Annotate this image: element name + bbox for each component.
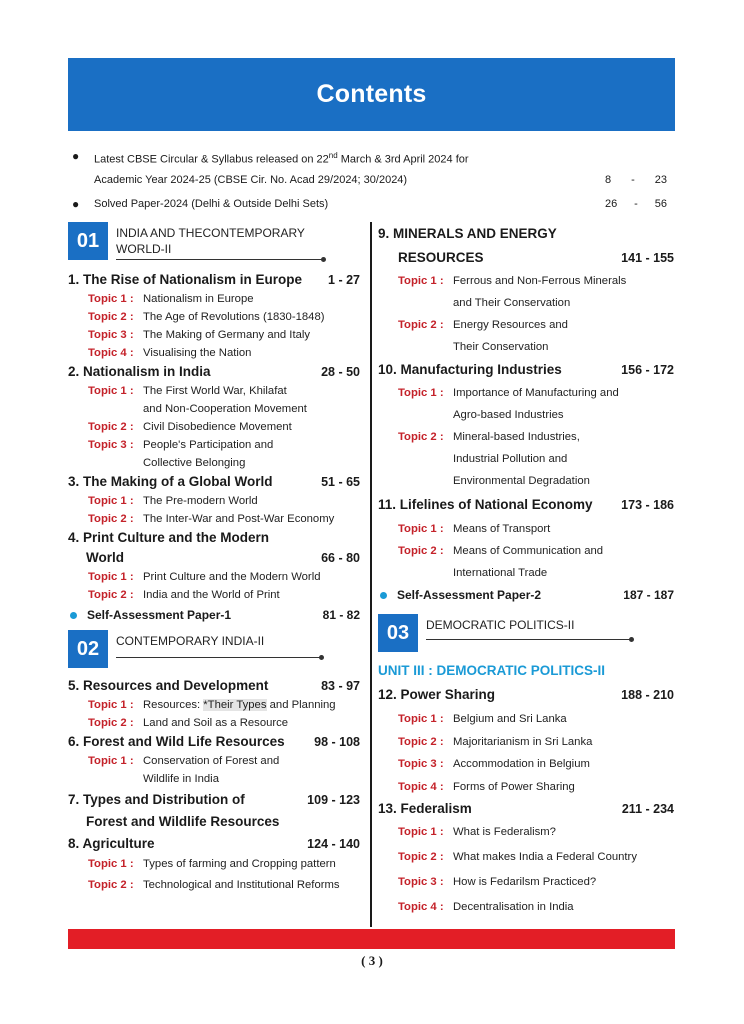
topic-label: Topic 2 : [398, 319, 444, 331]
chapter-pages: 1 - 27 [328, 273, 360, 287]
chapter-title-cont[interactable] [68, 812, 360, 832]
topic-label: Topic 4 : [88, 347, 134, 359]
topic-text [143, 696, 336, 714]
topic-text: Technological and Institutional Reforms [143, 879, 340, 891]
chapter-name: 13. Federalism [378, 801, 472, 816]
page-dash: - [634, 198, 638, 210]
chapter-title[interactable] [378, 798, 674, 820]
bullet-icon: ● [72, 197, 80, 211]
self-assessment-label: Self-Assessment Paper-1 [87, 608, 232, 622]
topic-label: Topic 1 : [398, 826, 444, 838]
topic-label: Topic 3 : [88, 329, 134, 341]
unit-name [116, 225, 305, 257]
topic-line: People's Participation and [143, 439, 274, 451]
topic-label: Topic 1 : [88, 858, 134, 870]
topic-item [68, 492, 360, 510]
chapter-name: Forest and Wildlife Resources [86, 814, 280, 829]
topic-line: Collective Belonging [143, 457, 246, 469]
unit-name-line: INDIA AND THECONTEMPORARY [116, 226, 305, 240]
topic-label: Topic 1 : [88, 495, 134, 507]
intro-list [68, 144, 675, 216]
topic-item [378, 845, 674, 870]
chapter-name: World [86, 550, 124, 565]
topic-label: Topic 1 : [398, 387, 444, 399]
intro-item [68, 144, 675, 168]
topic-item [378, 753, 674, 776]
highlighted-text: *Their Types [203, 699, 267, 711]
chapter-name: 5. Resources and Development [68, 678, 269, 693]
chapter-pages: 173 - 186 [621, 498, 674, 512]
page-end: 23 [654, 174, 667, 186]
topic-item [378, 518, 674, 540]
topic-label: Topic 2 : [88, 717, 134, 729]
topic-item [68, 382, 360, 418]
page-end: 56 [654, 198, 667, 210]
topic-text: Means of Transport [453, 523, 551, 535]
topic-text [453, 382, 619, 426]
bullet-icon: ● [72, 149, 80, 163]
chapter-title-cont[interactable] [378, 246, 674, 270]
topic-line: Energy Resources and [453, 319, 568, 331]
topic-part: and Planning [266, 699, 336, 711]
page-dash: - [631, 174, 635, 186]
chapter-title[interactable] [68, 528, 360, 548]
topic-label: Topic 1 : [88, 755, 134, 767]
topic-text: The Pre-modern World [143, 495, 258, 507]
page-title: Contents [316, 80, 427, 108]
self-assessment-item[interactable] [378, 584, 674, 606]
page-start: 8 [605, 174, 612, 186]
topic-item [68, 586, 360, 604]
chapter-title[interactable] [68, 472, 360, 492]
topic-item [68, 326, 360, 344]
topic-line: Their Conservation [453, 341, 549, 353]
topic-text: Nationalism in Europe [143, 293, 254, 305]
chapter-pages: 83 - 97 [321, 679, 360, 693]
topic-text: The Inter-War and Post-War Economy [143, 513, 335, 525]
topic-item [68, 436, 360, 472]
topic-label: Topic 3 : [88, 439, 134, 451]
chapter-name: 8. Agriculture [68, 836, 155, 851]
chapter-title[interactable] [68, 732, 360, 752]
topic-item [68, 510, 360, 528]
topic-label: Topic 2 : [398, 851, 444, 863]
topic-item [378, 731, 674, 754]
topic-line: Ferrous and Non-Ferrous Minerals [453, 275, 627, 287]
topic-text [143, 436, 273, 472]
intro-text: Academic Year 2024-25 (CBSE Cir. No. Acad 29/2024; 30/2024) [94, 174, 408, 186]
chapter-title[interactable] [378, 222, 674, 246]
unit-rule [426, 639, 632, 640]
unit-number: 03 [378, 614, 418, 652]
chapter-pages: 28 - 50 [321, 365, 360, 379]
chapter-pages: 156 - 172 [621, 363, 674, 377]
contents-banner [68, 58, 675, 131]
topic-text: Print Culture and the Modern World [143, 571, 321, 583]
topic-item [378, 820, 674, 845]
topic-item [378, 426, 674, 492]
chapter-title[interactable] [68, 790, 360, 810]
topic-line: International Trade [453, 567, 548, 579]
intro-text: Solved Paper-2024 (Delhi & Outside Delhi Sets) [94, 198, 329, 210]
topic-label: Topic 1 : [88, 699, 134, 711]
unit-header [68, 630, 360, 670]
unit-header [68, 222, 360, 264]
topic-label: Topic 1 : [398, 713, 444, 725]
topic-line: Importance of Manufacturing and [453, 387, 619, 399]
chapter-title[interactable] [378, 682, 674, 708]
topic-line: Conservation of Forest and [143, 755, 280, 767]
topic-label: Topic 2 : [88, 513, 134, 525]
topic-line: and Non-Cooperation Movement [143, 403, 307, 415]
topic-label: Topic 2 : [88, 879, 134, 891]
topic-text [143, 752, 279, 788]
topic-text: What is Federalism? [453, 826, 556, 838]
chapter-name: 3. The Making of a Global World [68, 474, 273, 489]
topic-item [378, 708, 674, 731]
topic-text: How is Fedarilsm Practiced? [453, 876, 597, 888]
topic-label: Topic 1 : [398, 275, 444, 287]
intro-item [68, 168, 675, 192]
chapter-name: 12. Power Sharing [378, 687, 496, 702]
unit-number: 01 [68, 222, 108, 260]
topic-label: Topic 2 : [398, 545, 444, 557]
topic-label: Topic 2 : [88, 421, 134, 433]
topic-text [453, 270, 626, 314]
topic-text: Forms of Power Sharing [453, 780, 575, 793]
unit-rule [116, 259, 324, 260]
topic-item [68, 714, 360, 732]
topic-label: Topic 2 : [398, 735, 444, 748]
self-assessment-label: Self-Assessment Paper-2 [397, 588, 542, 602]
unit-number: 02 [68, 630, 108, 668]
topic-label: Topic 4 : [398, 901, 444, 913]
chapter-pages: 124 - 140 [307, 837, 360, 851]
topic-text [143, 382, 307, 418]
topic-item [378, 540, 674, 584]
footer-bar [68, 929, 675, 949]
unit-header [378, 614, 674, 654]
topic-text: Visualising the Nation [143, 347, 252, 359]
intro-text: Latest CBSE Circular & Syllabus released on 22 [94, 153, 329, 166]
bullet-icon [380, 592, 387, 599]
chapter-title[interactable] [68, 270, 360, 290]
chapter-pages: 51 - 65 [321, 475, 360, 489]
chapter-name: 2. Nationalism in India [68, 364, 211, 379]
topic-item [68, 568, 360, 586]
chapter-pages: 66 - 80 [321, 551, 360, 565]
column-divider [370, 222, 372, 927]
topic-line: Mineral-based Industries, [453, 431, 580, 443]
chapter-title[interactable] [68, 362, 360, 382]
topic-line: Wildlife in India [143, 773, 219, 785]
chapter-pages: 98 - 108 [314, 735, 360, 749]
topic-line: and Their Conservation [453, 297, 571, 309]
topic-label: Topic 2 : [88, 589, 134, 601]
left-column [68, 222, 360, 896]
page-start: 26 [605, 198, 618, 210]
intro-text-rest: March & 3rd April 2024 for [337, 153, 469, 166]
topic-text: Types of farming and Cropping pattern [143, 858, 336, 870]
topic-item [378, 776, 674, 799]
chapter-title[interactable] [378, 492, 674, 518]
topic-item [68, 418, 360, 436]
topic-label: Topic 2 : [398, 431, 444, 443]
topic-line: Industrial Pollution and [453, 453, 568, 465]
topic-item [378, 270, 674, 314]
topic-text: Majoritarianism in Sri Lanka [453, 735, 593, 748]
topic-item [68, 696, 360, 714]
chapter-title-cont[interactable] [68, 548, 360, 568]
topic-text: India and the World of Print [143, 589, 280, 601]
topic-label: Topic 1 : [88, 571, 134, 583]
topic-label: Topic 1 : [398, 523, 444, 535]
topic-item [378, 870, 674, 895]
topic-part: Resources: [143, 699, 204, 711]
topic-text: Belgium and Sri Lanka [453, 713, 567, 725]
chapter-name: 9. MINERALS AND ENERGY [378, 226, 557, 241]
chapter-pages: 211 - 234 [621, 802, 674, 816]
topic-label: Topic 1 : [88, 293, 134, 305]
topic-line: Environmental Degradation [453, 475, 590, 487]
topic-item [378, 382, 674, 426]
topic-text [453, 540, 603, 584]
unit-name: DEMOCRATIC POLITICS-II [426, 618, 575, 632]
self-assessment-pages: 187 - 187 [623, 588, 674, 602]
topic-text: Land and Soil as a Resource [143, 717, 289, 729]
topic-label: Topic 4 : [398, 780, 444, 793]
unit-name: CONTEMPORARY INDIA-II [116, 634, 265, 648]
topic-text: The Age of Revolutions (1830-1848) [143, 311, 325, 323]
chapter-name: 6. Forest and Wild Life Resources [68, 734, 285, 749]
intro-item [68, 192, 675, 216]
topic-item [378, 895, 674, 920]
unit-rule [116, 657, 322, 658]
topic-item [68, 308, 360, 326]
chapter-title[interactable] [378, 358, 674, 382]
topic-text: Accommodation in Belgium [453, 758, 590, 770]
topic-item [378, 314, 674, 358]
topic-text: Decentralisation in India [453, 901, 574, 913]
chapter-pages: 188 - 210 [621, 688, 674, 702]
topic-line: The First World War, Khilafat [143, 385, 287, 397]
intro-sup: nd [328, 151, 338, 160]
topic-item [68, 752, 360, 788]
self-assessment-item[interactable] [68, 604, 360, 626]
chapter-name: 11. Lifelines of National Economy [378, 497, 593, 512]
page-number: ( 3 ) [361, 953, 383, 968]
chapter-name: RESOURCES [398, 250, 484, 265]
topic-item [68, 854, 360, 875]
chapter-name: 10. Manufacturing Industries [378, 362, 562, 377]
intro-pages [605, 168, 667, 192]
topic-text [453, 314, 568, 358]
topic-text [453, 426, 590, 492]
self-assessment-pages: 81 - 82 [322, 608, 360, 622]
topic-label: Topic 2 : [88, 311, 134, 323]
topic-text: What makes India a Federal Country [453, 851, 637, 863]
topic-line: Agro-based Industries [453, 409, 564, 421]
bullet-icon [70, 612, 77, 619]
topic-item [68, 875, 360, 896]
topic-item [68, 344, 360, 362]
right-column [378, 222, 674, 920]
topic-text: Civil Disobedience Movement [143, 421, 292, 433]
topic-label: Topic 3 : [398, 758, 444, 770]
chapter-name: 7. Types and Distribution of [68, 792, 245, 807]
chapter-name: 1. The Rise of Nationalism in Europe [68, 272, 303, 287]
chapter-title[interactable] [68, 676, 360, 696]
topic-label: Topic 1 : [88, 385, 134, 397]
unit-heading: UNIT III : DEMOCRATIC POLITICS-II [378, 663, 605, 678]
unit-name-line: WORLD-II [116, 242, 172, 256]
topic-item [68, 290, 360, 308]
topic-label: Topic 3 : [398, 876, 444, 888]
chapter-pages: 141 - 155 [621, 251, 674, 265]
chapter-title[interactable] [68, 834, 360, 854]
topic-text: The Making of Germany and Italy [143, 329, 311, 341]
chapter-name: 4. Print Culture and the Modern [68, 530, 270, 545]
chapter-pages: 109 - 123 [307, 793, 360, 807]
topic-line: Means of Communication and [453, 545, 604, 557]
intro-pages [605, 192, 667, 216]
